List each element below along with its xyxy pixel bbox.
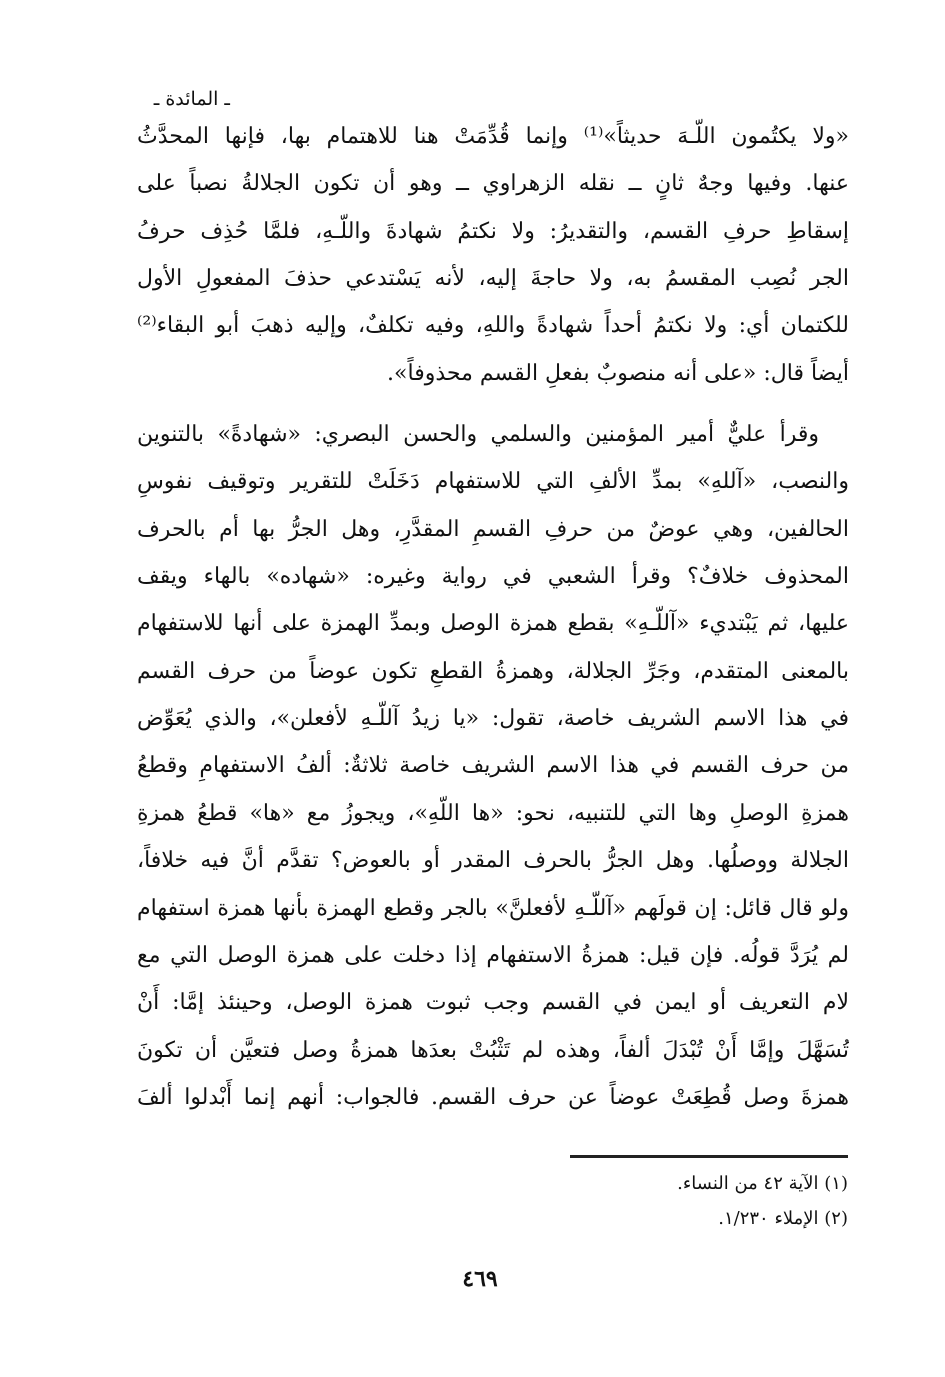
paragraph-gap [137,397,849,411]
footnotes [400,1166,848,1236]
text-line: أيضاً قال: «على أنه منصوبٌ بفعلِ القسم محذوفاً». [387,360,849,386]
text-line: لم يُرَدَّ قولُه. فإن قيل: همزةُ الاستفهام إذا دخلت على همزة الوصل التي مع [137,942,849,968]
text-line: إسقاطِ حرفِ القسم، والتقديرُ: ولا نكتمُ شهادةَ واللّـهِ، فلمَّا حُذِف حرفُ [137,218,849,244]
text-line: الحالفين، وهي عوضٌ من حرفِ القسمِ المقدَّرِ، وهل الجرُّ بها أم بالحرف [137,516,849,542]
text-line: عنها. وفيها وجهٌ ثانٍ ــ نقله الزهراوي ــ وهو أن تكون الجلالةُ نصباً على [137,171,849,197]
text-line: الجلالة ووصلُها. وهل الجرُّ بالحرف المقدر أو بالعوض؟ تقدَّم أنَّ فيه خلافاً، [137,848,849,874]
text-line: همزةِ الوصلِ وها التي للتنبيه، نحو: «ها اللّهِ»، ويجوزُ مع «ها» قطعُ همزةِ [137,800,849,826]
text-line: همزةَ وصل قُطِعَتْ عوضاً عن حرف القسم. فالجواب: أنهم إنما أَبْدلوا ألفَ [137,1084,849,1110]
footnote-divider [570,1155,848,1158]
text-line: والنصب، «آللهِ» بمدِّ الألفِ التي للاستفهام دَخَلَتْ للتقرير وتوقيف نفوسِ [137,469,849,495]
paragraph-2 [137,411,849,1121]
text-line: وقرأ عليٌّ أمير المؤمنين والسلمي والحسن البصري: «شهادةً» بالتنوين [137,422,819,448]
page-number: ٤٦٩ [462,1266,498,1292]
text-line: في هذا الاسم الشريف خاصة، تقول: «يا زيدُ آللّـهِ لأفعلن»، والذي يُعَوِّض [137,706,849,732]
text-line: الجر نُصِب المقسمُ به، ولا حاجةَ إليه، لأنه يَسْتدعي حذفَ المفعولِ الأول [137,266,849,292]
text-line: بالمعنى المتقدم، وجَرِّ الجلالة، وهمزةُ القطعِ تكون عوضاً من حرف القسم [137,658,849,684]
footnote-1: (١) الآية ٤٢ من النساء. [677,1173,848,1194]
text-line: المحذوف خلافٌ؟ وقرأ الشعبي في رواية وغيره: «شهاده» بالهاء ويقف [137,564,849,590]
text-line: تُسَهَّلَ وإمَّا أَنْ تُبْدَلَ ألفاً، وهذه لم تَثْبُتْ بعدَها همزةُ وصل فتعيَّن أن تكونَ [137,1037,849,1063]
main-text [137,113,849,1121]
text-line: «ولا يكتُمون اللّـهَ حديثاً»⁽¹⁾ وإنما قُدِّمَتْ هنا للاهتمام بها، فإنها المحدَّثُ [137,124,849,149]
footnote-2: (٢) الإملاء ١/٢٣٠. [718,1208,848,1229]
text-line: من حرف القسم في هذا الاسم الشريف خاصة ثلاثةٌ: ألفُ الاستفهامِ وقطعُ [137,753,849,779]
paragraph-1 [137,113,849,397]
running-head: ـ المائدة ـ [153,88,230,110]
text-line: للكتمان أي: ولا نكتمُ أحداً شهادةً واللهِ، وفيه تكلفٌ، وإليه ذهبَ أبو البقاء⁽²⁾ [137,313,849,339]
text-line: ولو قال قائل: إن قولَهم «آللّـهِ لأفعلنَّ» بالجر وقطع الهمزة بأنها همزة استفهام [137,895,849,921]
text-line: لام التعريف أو ايمن في القسم وجب ثبوت همزة الوصل، وحينئذ إمَّا: أَنْ [137,990,849,1016]
text-line: عليها، ثم يَبْتديء «آللّـهِ» بقطع همزة الوصل وبمدِّ الهمزة على أنها للاستفهام [137,611,849,637]
